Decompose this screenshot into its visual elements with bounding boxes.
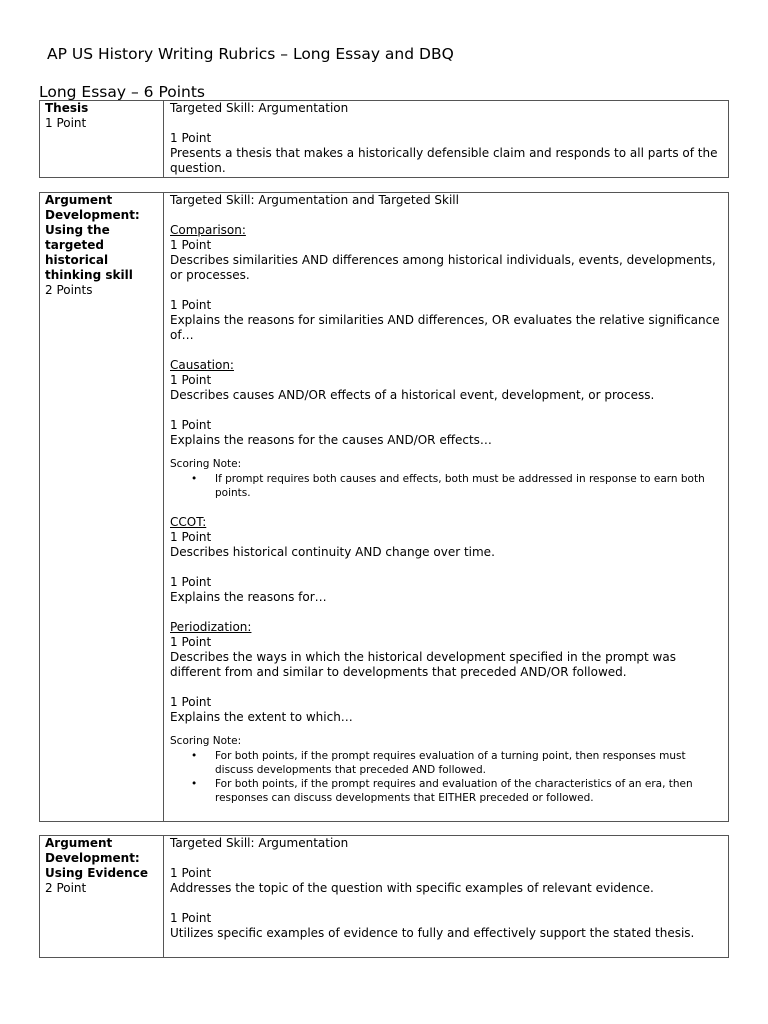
- point-label: 1 Point: [170, 695, 212, 709]
- scoring-note-label: Scoring Note:: [170, 458, 242, 470]
- scoring-note-text: For both points, if the prompt requires and evaluation of the characteristics of an era, then responses can discuss developments that EITHER preceded or followed.: [215, 778, 693, 804]
- point-label: 1 Point: [170, 911, 212, 925]
- point-description: Describes historical continuity AND change over time.: [170, 545, 495, 559]
- point-label: 1 Point: [170, 575, 212, 589]
- category-label: Argument Development: Using the targeted historical thinking skill: [45, 193, 140, 282]
- list-item: [191, 472, 725, 500]
- argument-development-evidence-table: [39, 835, 729, 958]
- list-item: [191, 777, 725, 805]
- section-title: Long Essay – 6 Points: [39, 83, 206, 101]
- point-description: Explains the reasons for the causes AND/OR effects…: [170, 433, 492, 447]
- category-points: 1 Point: [45, 116, 87, 130]
- document-title: AP US History Writing Rubrics – Long Essay and DBQ: [47, 45, 454, 63]
- scoring-note-list: [170, 472, 725, 500]
- category-label: Argument Development: Using Evidence: [45, 836, 148, 880]
- point-description: Explains the extent to which…: [170, 710, 353, 724]
- comparison-heading: Comparison:: [170, 223, 246, 237]
- argdev-category-cell: [40, 193, 164, 822]
- table-row: [40, 101, 729, 178]
- point-label: 1 Point: [170, 238, 212, 252]
- bullet-icon: •: [191, 750, 198, 762]
- thesis-category-cell: [40, 101, 164, 178]
- table-row: [40, 193, 729, 822]
- point-description: Presents a thesis that makes a historically defensible claim and responds to all parts of the question.: [170, 146, 718, 175]
- point-description: Utilizes specific examples of evidence to fully and effectively support the stated thesis.: [170, 926, 695, 940]
- causation-heading: Causation:: [170, 358, 234, 372]
- argument-development-skill-table: [39, 192, 729, 822]
- evidence-criteria-cell: [164, 836, 729, 958]
- periodization-heading: Periodization:: [170, 620, 252, 634]
- point-description: Describes similarities AND differences among historical individuals, events, developments, or processes.: [170, 253, 716, 282]
- thesis-table: [39, 100, 729, 178]
- point-label: 1 Point: [170, 635, 212, 649]
- point-label: 1 Point: [170, 530, 212, 544]
- point-description: Describes causes AND/OR effects of a historical event, development, or process.: [170, 388, 655, 402]
- table-row: [40, 836, 729, 958]
- point-label: 1 Point: [170, 866, 212, 880]
- ccot-heading: CCOT:: [170, 515, 207, 529]
- point-label: 1 Point: [170, 373, 212, 387]
- argdev-criteria-cell: [164, 193, 729, 822]
- thesis-criteria-cell: [164, 101, 729, 178]
- point-label: 1 Point: [170, 131, 212, 145]
- targeted-skill: Targeted Skill: Argumentation: [170, 101, 349, 115]
- category-points: 2 Point: [45, 881, 87, 895]
- scoring-note-text: If prompt requires both causes and effects, both must be addressed in response to earn both points.: [215, 473, 705, 499]
- point-description: Explains the reasons for similarities AND differences, OR evaluates the relative significance of…: [170, 313, 720, 342]
- targeted-skill: Targeted Skill: Argumentation: [170, 836, 349, 850]
- category-label: Thesis: [45, 101, 89, 115]
- point-description: Addresses the topic of the question with specific examples of relevant evidence.: [170, 881, 654, 895]
- scoring-note-text: For both points, if the prompt requires evaluation of a turning point, then responses must discuss developments that preceded AND followed.: [215, 750, 686, 776]
- targeted-skill: Targeted Skill: Argumentation and Targeted Skill: [170, 193, 459, 207]
- point-description: Explains the reasons for…: [170, 590, 327, 604]
- list-item: [191, 749, 725, 777]
- bullet-icon: •: [191, 778, 198, 790]
- point-label: 1 Point: [170, 298, 212, 312]
- point-description: Describes the ways in which the historical development specified in the prompt was different from and similar to developments that preceded AND/OR followed.: [170, 650, 676, 679]
- point-label: 1 Point: [170, 418, 212, 432]
- bullet-icon: •: [191, 473, 198, 485]
- scoring-note-label: Scoring Note:: [170, 735, 242, 747]
- category-points: 2 Points: [45, 283, 93, 297]
- evidence-category-cell: [40, 836, 164, 958]
- scoring-note-list: [170, 749, 725, 805]
